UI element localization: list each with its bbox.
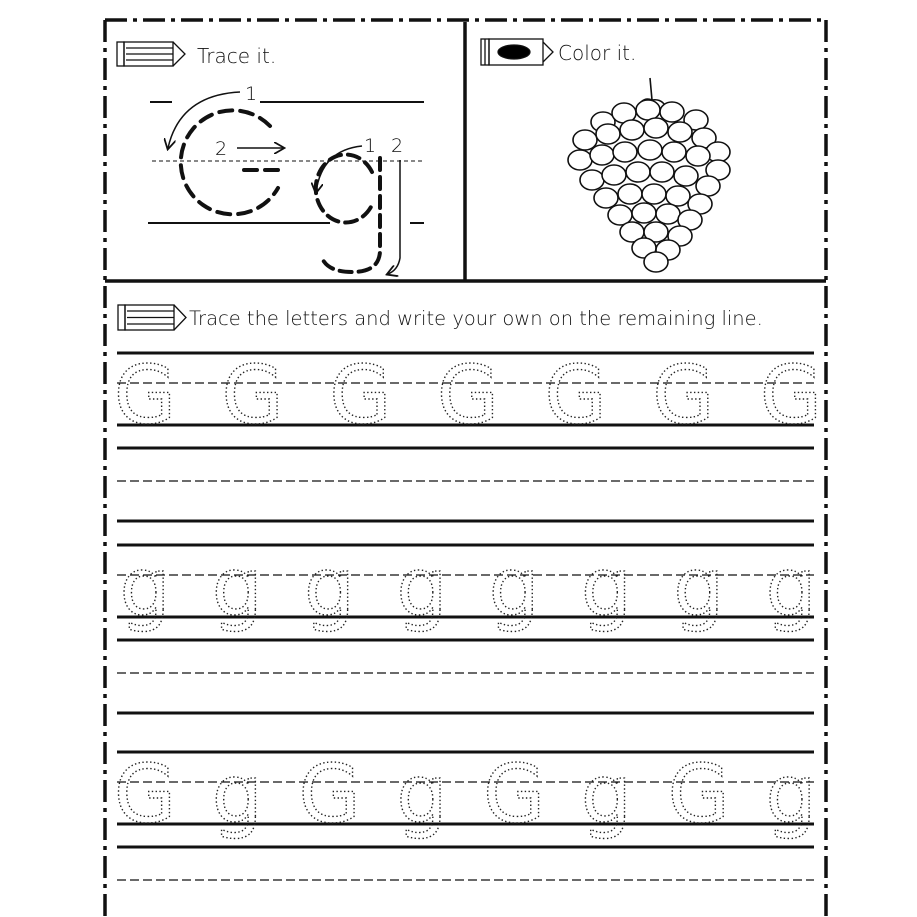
grape [632,203,656,223]
traceable-letter: g [765,748,817,841]
grape [674,166,698,186]
stroke-number: 2 [391,135,404,157]
color-it-panel [481,39,730,272]
traceable-letter: G [114,349,176,442]
traceable-letter: G [760,349,822,442]
grape [696,176,720,196]
trace-it-label: Trace it. [197,44,277,68]
grape [590,145,614,165]
grape [636,100,660,120]
traceable-letter: G [667,748,730,841]
traceable-letter: g [581,541,632,634]
grape [620,120,644,140]
traceable-letter: G [483,748,546,841]
grape [618,184,642,204]
stroke-number: 1 [245,83,258,105]
grape [650,162,674,182]
traceable-letter: g [304,541,355,634]
traceable-letter: G [652,349,715,442]
traceable-letter: G [298,748,361,841]
color-it-label: Color it. [558,41,637,65]
grape [644,118,668,138]
traceable-letter: g [119,541,171,634]
traceable-letter: g [211,541,263,634]
practice-instructions: Trace the letters and write your own on the remaining line. [189,307,763,330]
grape [638,140,662,160]
stroke-number: 1 [364,135,377,157]
crayon-icon [481,39,553,65]
traceable-letter: G [329,349,392,442]
grape [626,162,650,182]
grape [602,165,626,185]
grape [596,124,620,144]
traceable-letter: G [544,349,607,442]
grape [660,102,684,122]
grape [656,204,680,224]
traceable-letter: G [221,349,284,442]
grape [668,122,692,142]
traceable-letter: G [114,748,176,841]
grape [580,170,604,190]
grape [642,184,666,204]
traceable-letter: g [673,541,725,634]
traceable-letter: g [488,541,540,634]
traceable-lowercase-g [316,155,380,272]
traceable-capital-g [181,110,278,214]
traceable-letter: g [211,748,263,841]
grape [568,150,592,170]
pencil-icon [117,42,185,66]
trace-it-panel [117,42,424,274]
traceable-letter: g [581,748,632,841]
trace-guide-lines [148,102,424,223]
grape [594,188,618,208]
traceable-letter: g [396,541,448,634]
grape [613,142,637,162]
traceable-letter: G [437,349,499,442]
traceable-letter: g [396,748,448,841]
grape [644,252,668,272]
practice-panel [114,305,822,880]
stroke-number: 2 [215,138,228,160]
grape [666,186,690,206]
practice-letters [114,349,822,841]
grape [662,142,686,162]
pencil-icon [118,305,186,330]
grape [686,146,710,166]
traceable-letter: g [765,541,817,634]
grapes-picture [568,78,730,272]
